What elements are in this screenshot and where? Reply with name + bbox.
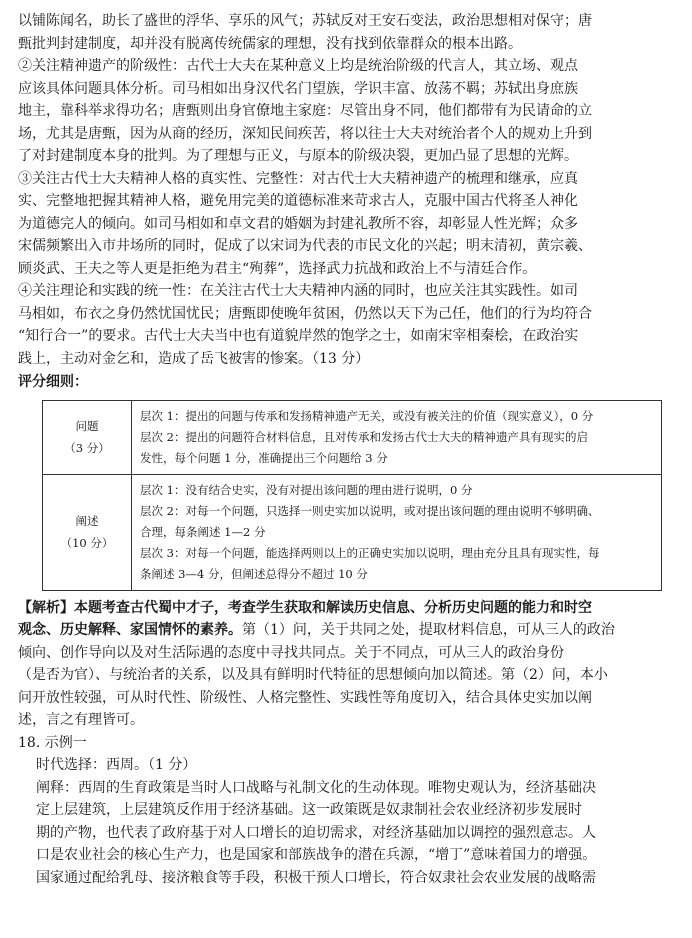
grading-level-line: 条阐述 3—4 分，但阐述总得分不超过 10 分: [140, 566, 368, 581]
grading-level-line: 层次 2：对每一个问题，只选择一则史实加以说明，或对提出该问题的理由说明不够明确、: [140, 503, 600, 518]
text-line: 期的产物，也代表了政府基于对人口增长的迫切需求，对经济基础加以调控的强烈意志。人: [36, 824, 596, 841]
text-line: 场，尤其是唐甄，因为从商的经历，深知民间疾苦，将以往士大夫对统治者个人的规劝上升到: [18, 125, 592, 142]
grading-level-line: 发性，每个问题 1 分，准确提出三个问题给 3 分: [140, 450, 388, 465]
grading-row-header: [43, 474, 132, 590]
grading-row-elaboration: [43, 474, 662, 590]
text-line: 定上层建筑，上层建筑反作用于经济基础。这一政策既是奴隶制社会农业经济初步发展时: [36, 802, 582, 818]
grading-level-line: 合理，每条阐述 1—2 分: [140, 524, 266, 539]
text-line: 践上，主动对金乞和，造成了岳飞被害的惨案。（13 分）: [18, 350, 370, 367]
text-line: 口是农业社会的核心生产力，也是国家和部族战争的潜在兵源，“增丁”意味着国力的增强。: [36, 847, 597, 863]
grading-row-question: [43, 400, 662, 474]
point-2: [18, 55, 660, 168]
grading-level-line: 层次 3：对每一个问题，能选择两则以上的正确史实加以说明，理由充分且具有现实性，每: [140, 545, 600, 560]
grading-table: [42, 400, 662, 591]
grading-row-name: 问题: [75, 419, 99, 433]
text-line: 以铺陈闻名，助长了盛世的浮华、享乐的风气；苏轼反对王安石变法，政治思想相对保守；唐: [18, 13, 592, 29]
text-line: ②关注精神遗产的阶级性：古代士大夫在某种意义上均是统治阶级的代言人，其立场、观点: [18, 58, 578, 74]
question-18: [18, 732, 660, 890]
text-line: [18, 619, 660, 642]
question-heading: 18. 示例一: [18, 734, 87, 751]
text-line: （是否为官）、与统治者的关系，以及具有鲜明时代特征的思想倾向加以简述。第（2）问，本小: [18, 667, 608, 683]
analysis-heading-cont: 观念、历史解释、家国情怀的素养。: [18, 622, 242, 638]
text-line: 述，言之有理皆可。: [18, 712, 144, 728]
text-line: 问开放性较强，可从时代性、阶级性、人格完整性、实践性等角度切入，结合具体史实加以阐: [18, 689, 592, 706]
text-line: 地主，靠科举求得功名；唐甄则出身官僚地主家庭：尽管出身不同，他们都带有为民请命的立: [18, 103, 592, 119]
text-line: ③关注古代士大夫精神人格的真实性、完整性：对古代士大夫精神遗产的梳理和继承，应真: [18, 170, 578, 187]
point-3: [18, 168, 660, 281]
grading-level-line: 层次 1：没有结合史实，没有对提出该问题的理由进行说明，0 分: [140, 482, 473, 497]
grading-row-name: 阐述: [75, 514, 99, 528]
text-line: 宋儒频繁出入市井场所的同时，促成了以宋词为代表的市民文化的兴起；明末清初，黄宗羲、: [18, 238, 592, 254]
text-line: 为道德完人的倾向。如司马相如和卓文君的婚姻为封建礼教所不容，却彰显人性光辉；众多: [18, 215, 578, 232]
text-line: 了对封建制度本身的批判。为了理想与正义，与原本的阶级决裂，更加凸显了思想的光辉。: [18, 148, 578, 164]
grading-title: 评分细则：: [18, 374, 88, 390]
text-line: 国家通过配给乳母、接济粮食等手段，积极干预人口增长，符合奴隶社会农业发展的战略需: [36, 869, 596, 886]
grading-level-line: 层次 2：提出的问题符合材料信息，且对传承和发扬古代士大夫的精神遗产具有现实的启: [140, 429, 588, 444]
text-line: 应该具体问题具体分析。司马相如出身汉代名门望族，学识丰富、放荡不羁；苏轼出身庶族: [18, 80, 578, 97]
grading-row-levels: [132, 400, 662, 474]
text-line: 马相如，布衣之身仍然忧国忧民；唐甄即使晚年贫困，仍然以天下为己任，他们的行为均符合: [18, 305, 592, 322]
analysis-block: [18, 597, 660, 732]
text-line: 实、完整地把握其精神人格，避免用完美的道德标准来苛求古人，克服中国古代将圣人神化: [18, 193, 578, 209]
text-line: 阐释：西周的生育政策是当时人口战略与礼制文化的生动体现。唯物史观认为，经济基础决: [36, 779, 596, 796]
grading-row-score: （3 分）: [64, 441, 110, 455]
grading-row-levels: [132, 474, 662, 590]
analysis-heading: 【解析】本题考查古代蜀中才子，考查学生获取和解读历史信息、分析历史问题的能力和时空: [18, 599, 592, 616]
grading-level-line: 层次 1：提出的问题与传承和发扬精神遗产无关，或没有被关注的价值（现实意义），0 分: [140, 408, 594, 423]
analysis-text: 第（1）问，关于共同之处，提取材料信息，可从三人的政治: [242, 622, 615, 638]
grading-row-score: （10 分）: [60, 536, 114, 550]
era-choice: 时代选择：西周。（1 分）: [36, 757, 197, 773]
text-line: 甄批判封建制度，却并没有脱离传统儒家的理想，没有找到依靠群众的根本出路。: [18, 35, 522, 52]
point-4: [18, 280, 660, 370]
text-line: “知行合一”的要求。古代士大夫当中也有道貌岸然的饱学之士，如南宋宰相秦桧，在政治实: [18, 328, 579, 344]
intro-block: [18, 10, 660, 55]
grading-row-header: [43, 400, 132, 474]
text-line: ④关注理论和实践的统一性：在关注古代士大夫精神内涵的同时，也应关注其实践性。如司: [18, 283, 578, 299]
text-line: 顾炎武、王夫之等人更是拒绝为君主“殉葬”，选择武力抗战和政治上不与清廷合作。: [18, 260, 537, 277]
text-line: 倾向、创作导向以及对生活际遇的态度中寻找共同点。关于不同点，可从三人的政治身份: [18, 644, 564, 661]
